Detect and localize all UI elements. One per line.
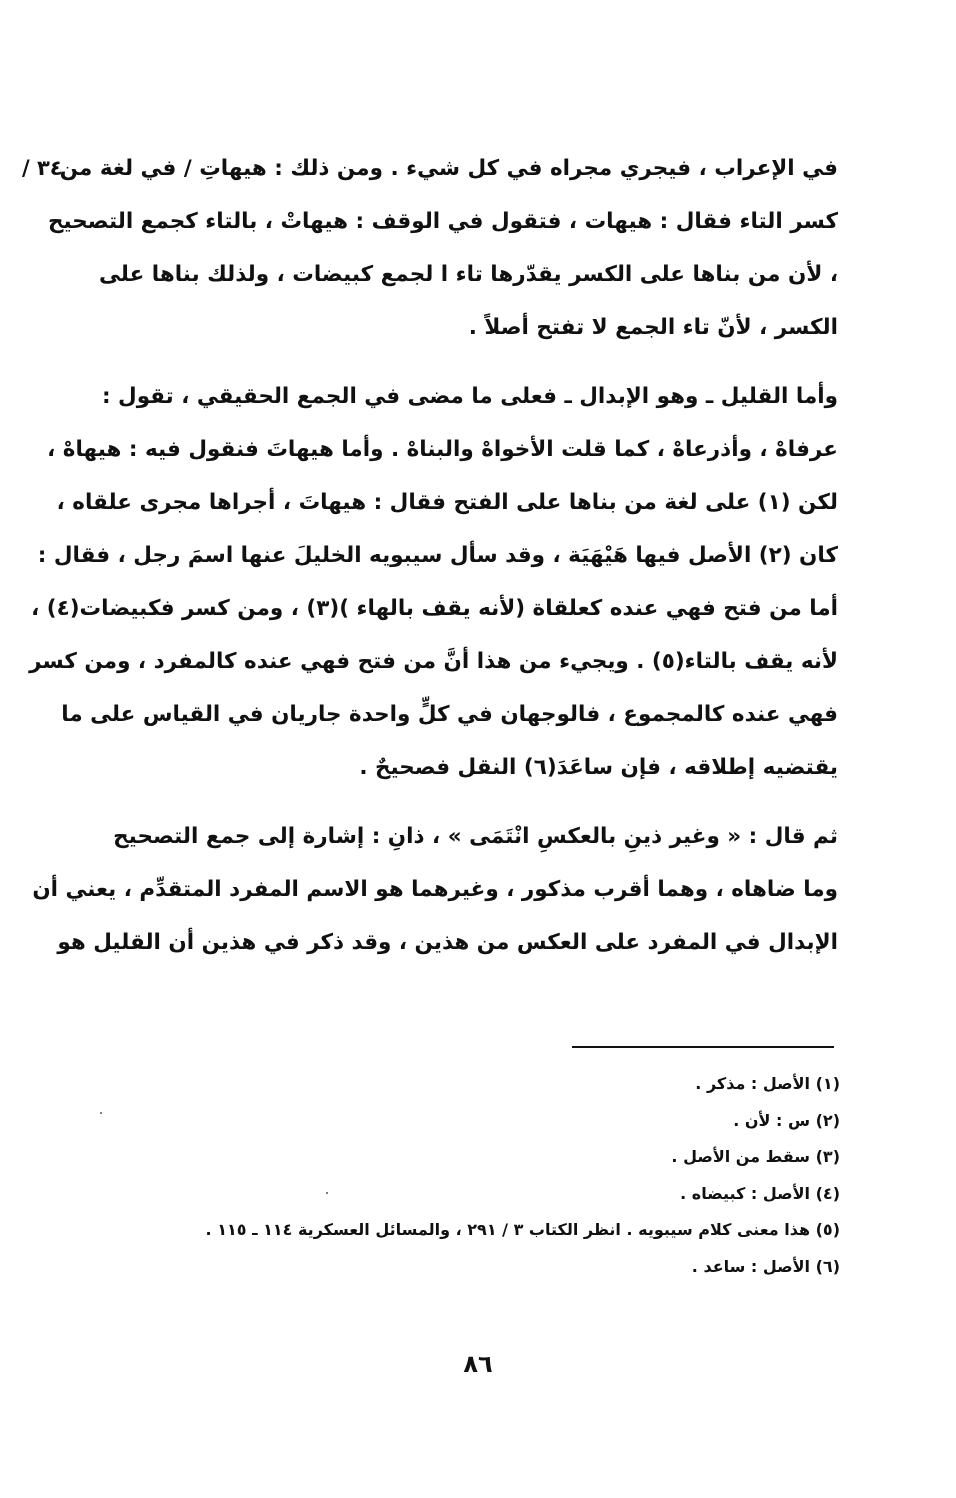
text-line: الكسر ، لأنّ تاء الجمع لا تفتح أصلاً . <box>468 315 838 340</box>
text-line: لكن (١) على لغة من بناها على الفتح فقال : هيهاتَ ، أجراها مجرى علقاه ، <box>56 490 838 515</box>
text-line: عرفاهْ ، وأذرعاهْ ، كما قلت الأخواهْ والبناهْ . وأما هيهاتَ فنقول فيه : هيهاهْ ، <box>47 437 838 462</box>
text-line: الإبدال في المفرد على العكس من هذين ، وقد ذكر في هذين أن القليل هو <box>57 930 838 955</box>
paragraph-2 <box>29 370 838 794</box>
text-line: وأما القليل ـ وهو الإبدال ـ فعلى ما مضى في الجمع الحقيقي ، تقول : <box>101 384 838 409</box>
margin-page-reference: ٣٤ / <box>22 156 63 180</box>
text-line: كان (٢) الأصل فيها هَيْهَيَة ، وقد سأل سيبويه الخليلَ عنها اسمَ رجل ، فقال : <box>37 543 838 568</box>
text-line: وما ضاهاه ، وهما أقرب مذكور ، وغيرهما هو الاسم المفرد المتقدِّم ، يعني أن <box>32 877 838 902</box>
footnote-3: (٣) سقط من الأصل . <box>671 1147 840 1166</box>
text-line: فهي عنده كالمجموع ، فالوجهان في كلٍّ واحدة جاريان في القياس على ما <box>61 702 838 727</box>
scan-speck <box>326 1192 328 1194</box>
footnote-2: (٢) س : لأن . <box>733 1110 840 1130</box>
footnote-5: (٥) هذا معنى كلام سيبويه . انظر الكتاب ٣ / ٢٩١ ، والمسائل العسكرية ١١٤ ـ ١١٥ . <box>205 1220 840 1239</box>
page-number: ٨٦ <box>463 1350 493 1378</box>
text-line: أما من فتح فهي عنده كعلقاة (لأنه يقف بالهاء )(٣) ، ومن كسر فكبيضات(٤) ، <box>31 596 838 621</box>
text-line: في الإعراب ، فيجري مجراه في كل شيء . ومن ذلك : هيهاتِ / في لغة من <box>59 156 838 181</box>
text-line: ، لأن من بناها على الكسر يقدّرها تاء ا لجمع كبيضات ، ولذلك بناها على <box>99 262 838 287</box>
text-line: ثم قال : « وغير ذينِ بالعكسِ انْتَمَى » ، ذانِ : إشارة إلى جمع التصحيح <box>113 824 838 849</box>
footnote-1: (١) الأصل : مذكر . <box>695 1074 840 1093</box>
scan-speck <box>100 1112 102 1114</box>
text-line: كسر التاء فقال : هيهات ، فتقول في الوقف : هيهاتْ ، بالتاء كجمع التصحيح <box>48 209 838 234</box>
footnote-6: (٦) الأصل : ساعد . <box>691 1256 840 1276</box>
paragraph-3 <box>32 810 838 969</box>
footnote-4: (٤) الأصل : كبيضاه . <box>680 1183 840 1203</box>
text-line: لأنه يقف بالتاء(٥) . ويجيء من هذا أنَّ من فتح فهي عنده كالمفرد ، ومن كسر <box>29 649 838 674</box>
footnotes <box>200 1066 840 1285</box>
footnote-divider <box>572 1046 834 1048</box>
paragraph-1 <box>48 142 838 354</box>
text-line: يقتضيه إطلاقه ، فإن ساعَدَ(٦) النقل فصحيحٌ . <box>359 755 838 780</box>
